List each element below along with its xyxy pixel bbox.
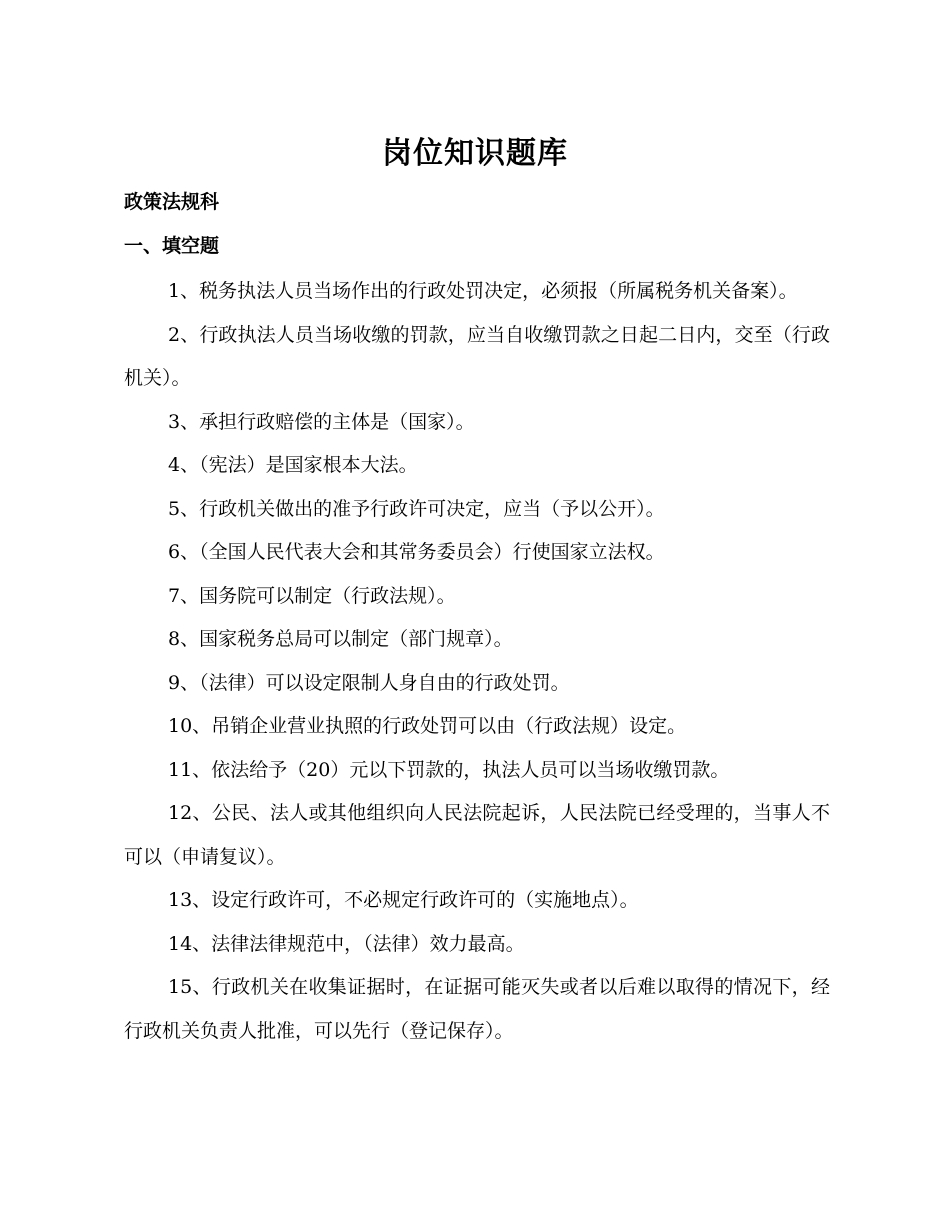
question-item: 1、税务执法人员当场作出的行政处罚决定，必须报（所属税务机关备案）。 xyxy=(168,280,798,302)
question-item: 8、国家税务总局可以制定（部门规章）。 xyxy=(168,628,513,650)
question-item: 9、（法律）可以设定限制人身自由的行政处罚。 xyxy=(168,671,570,694)
question-item: 12、公民、法人或其他组织向人民法院起诉，人民法院已经受理的，当事人不可以（申请复议）。 xyxy=(124,802,830,868)
section-heading: 一、填空题 xyxy=(124,235,220,257)
question-item: 15、行政机关在收集证据时，在证据可能灭失或者以后难以取得的情况下，经行政机关负责人批准，可以先行（登记保存）。 xyxy=(124,976,830,1042)
question-item: 4、（宪法）是国家根本大法。 xyxy=(168,454,418,476)
question-list xyxy=(124,270,830,1053)
question-item: 6、（全国人民代表大会和其常务委员会）行使国家立法权。 xyxy=(168,541,665,563)
question-item: 10、吊销企业营业执照的行政处罚可以由（行政法规）设定。 xyxy=(168,715,687,737)
department-heading: 政策法规科 xyxy=(124,191,220,213)
question-item: 3、承担行政赔偿的主体是（国家）。 xyxy=(168,410,475,433)
question-item: 7、国务院可以制定（行政法规）。 xyxy=(168,584,456,607)
question-item: 5、行政机关做出的准予行政许可决定，应当（予以公开）。 xyxy=(168,497,665,520)
page-title: 岗位知识题库 xyxy=(382,136,568,171)
question-item: 11、依法给予（20）元以下罚款的，执法人员可以当场收缴罚款。 xyxy=(168,758,730,781)
question-item: 13、设定行政许可，不必规定行政许可的（实施地点）。 xyxy=(168,889,639,911)
question-item: 2、行政执法人员当场收缴的罚款，应当自收缴罚款之日起二日内，交至（行政机关）。 xyxy=(124,323,830,389)
question-item: 14、法律法律规范中，（法律）效力最高。 xyxy=(168,932,525,955)
